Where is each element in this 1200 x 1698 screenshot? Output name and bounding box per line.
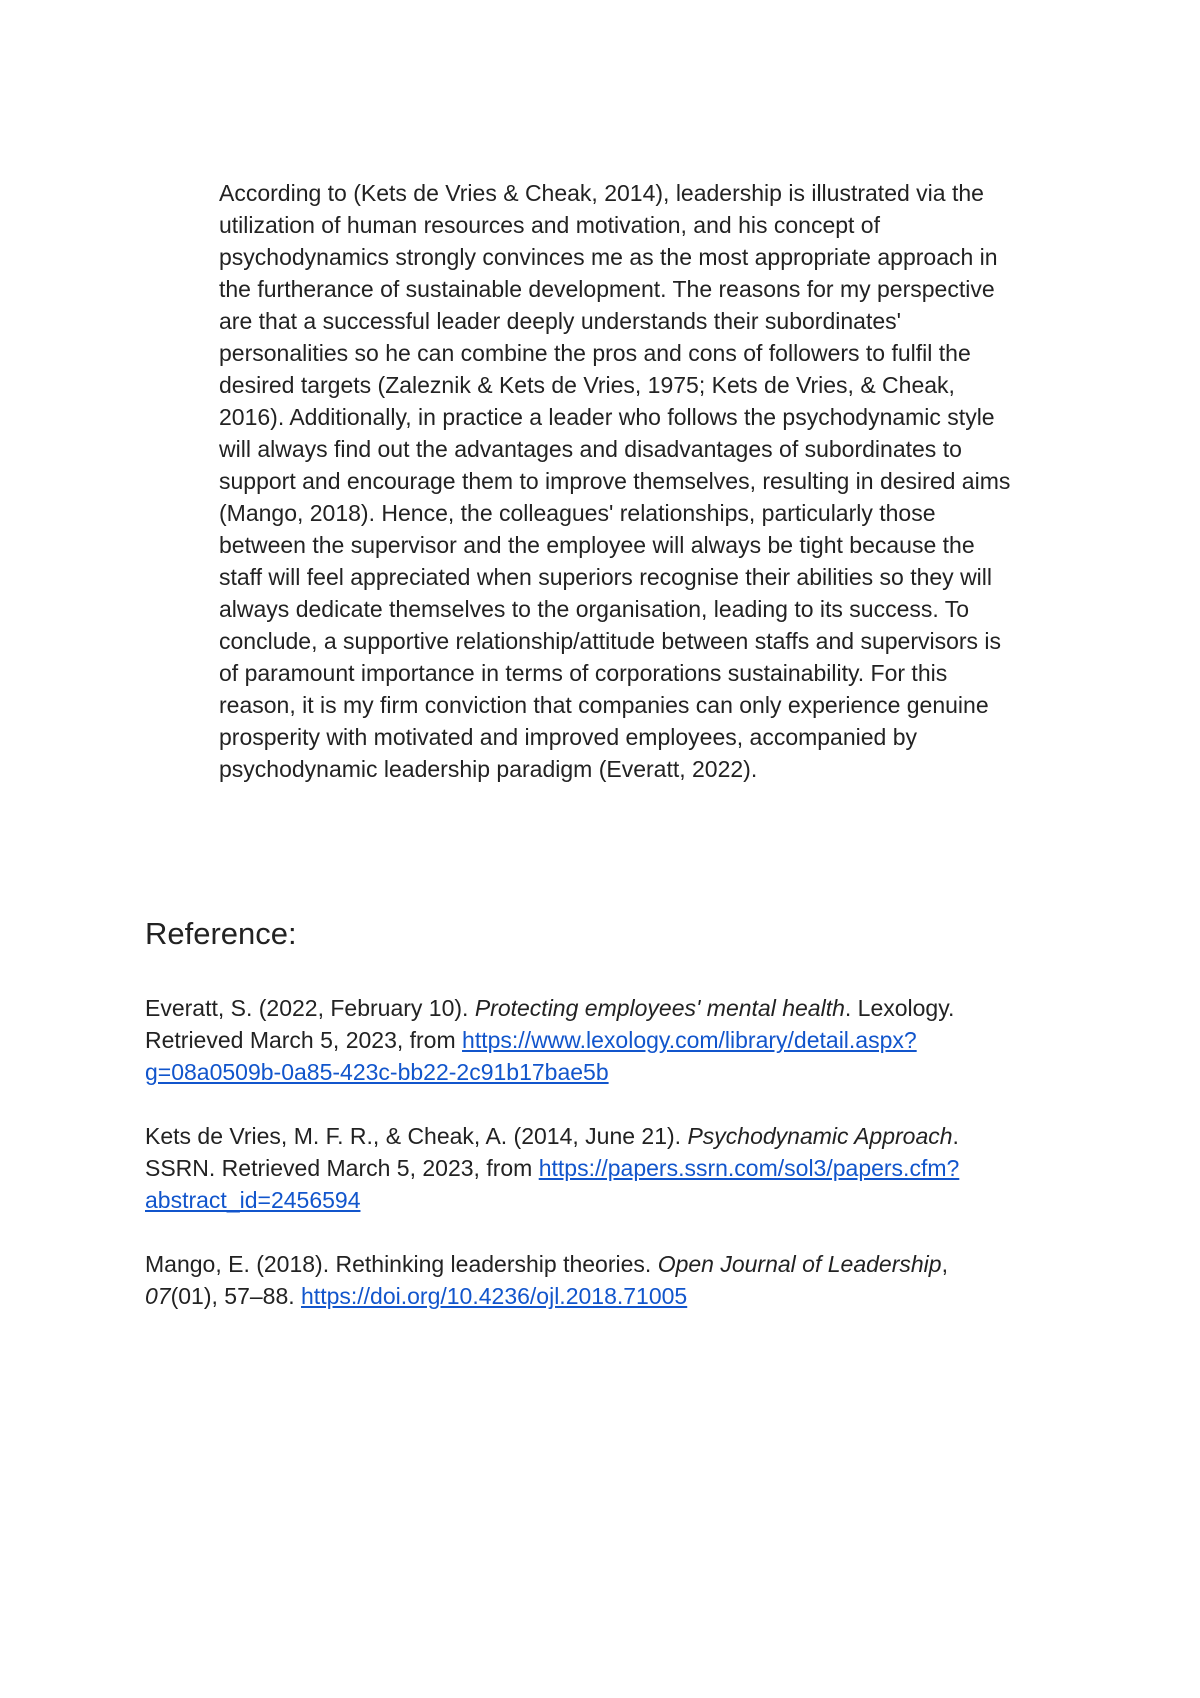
body-line: desired targets (Zaleznik & Kets de Vries, 1975; Kets de Vries, & Cheak, xyxy=(219,372,955,398)
reference-line xyxy=(145,1184,360,1216)
reference-line xyxy=(145,1280,687,1312)
reference-journal: Open Journal of Leadership xyxy=(657,1251,942,1277)
reference-text: Retrieved March 5, 2023, from xyxy=(145,1027,463,1053)
body-line: of paramount importance in terms of corporations sustainability. For this xyxy=(219,660,948,686)
reference-link[interactable]: https://papers.ssrn.com/sol3/papers.cfm? xyxy=(538,1155,960,1181)
reference-title: Psychodynamic Approach xyxy=(687,1123,953,1149)
body-line: According to (Kets de Vries & Cheak, 2014), leadership is illustrated via the xyxy=(219,180,984,206)
reference-line xyxy=(145,1152,959,1184)
body-line: the furtherance of sustainable development. The reasons for my perspective xyxy=(219,276,995,302)
body-line: personalities so he can combine the pros and cons of followers to fulfil the xyxy=(219,340,971,366)
body-line: will always find out the advantages and disadvantages of subordinates to xyxy=(219,436,962,462)
reference-text: Kets de Vries, M. F. R., & Cheak, A. (2014, June 21). xyxy=(145,1123,688,1149)
reference-volume: 07 xyxy=(145,1283,171,1309)
body-line: reason, it is my firm conviction that companies can only experience genuine xyxy=(219,692,989,718)
body-line: always dedicate themselves to the organisation, leading to its success. To xyxy=(219,596,970,622)
reference-line xyxy=(145,1024,917,1056)
reference-line xyxy=(145,1248,948,1280)
reference-link[interactable]: https://www.lexology.com/library/detail.aspx? xyxy=(462,1027,917,1053)
reference-text: , xyxy=(941,1251,948,1277)
reference-link[interactable]: g=08a0509b-0a85-423c-bb22-2c91b17bae5b xyxy=(145,1059,609,1085)
reference-link[interactable]: abstract_id=2456594 xyxy=(145,1187,361,1213)
reference-text: SSRN. Retrieved March 5, 2023, from xyxy=(145,1155,539,1181)
body-line: between the supervisor and the employee will always be tight because the xyxy=(219,532,975,558)
body-line: staff will feel appreciated when superiors recognise their abilities so they will xyxy=(219,564,993,590)
reference-title: Protecting employees' mental health xyxy=(474,995,845,1021)
reference-link[interactable]: https://doi.org/10.4236/ojl.2018.71005 xyxy=(301,1283,688,1309)
reference-text: . xyxy=(952,1123,959,1149)
reference-heading: Reference: xyxy=(145,916,297,951)
body-line: psychodynamics strongly convinces me as the most appropriate approach in xyxy=(219,244,998,270)
body-line: support and encourage them to improve themselves, resulting in desired aims xyxy=(219,468,1011,494)
reference-line xyxy=(145,1120,959,1152)
body-line: psychodynamic leadership paradigm (Everatt, 2022). xyxy=(219,756,758,782)
body-line: 2016). Additionally, in practice a leader who follows the psychodynamic style xyxy=(219,404,995,430)
reference-line xyxy=(145,1056,609,1088)
body-line: are that a successful leader deeply understands their subordinates' xyxy=(219,308,902,334)
reference-text: (01), 57–88. xyxy=(170,1283,302,1309)
reference-text: Everatt, S. (2022, February 10). xyxy=(145,995,475,1021)
body-line: utilization of human resources and motivation, and his concept of xyxy=(219,212,880,238)
body-line: prosperity with motivated and improved employees, accompanied by xyxy=(219,724,918,750)
body-line: (Mango, 2018). Hence, the colleagues' relationships, particularly those xyxy=(219,500,936,526)
reference-text: . Lexology. xyxy=(844,995,955,1021)
reference-line xyxy=(145,992,954,1024)
body-line: conclude, a supportive relationship/attitude between staffs and supervisors is xyxy=(219,628,1002,654)
reference-text: Mango, E. (2018). Rethinking leadership theories. xyxy=(145,1251,658,1277)
